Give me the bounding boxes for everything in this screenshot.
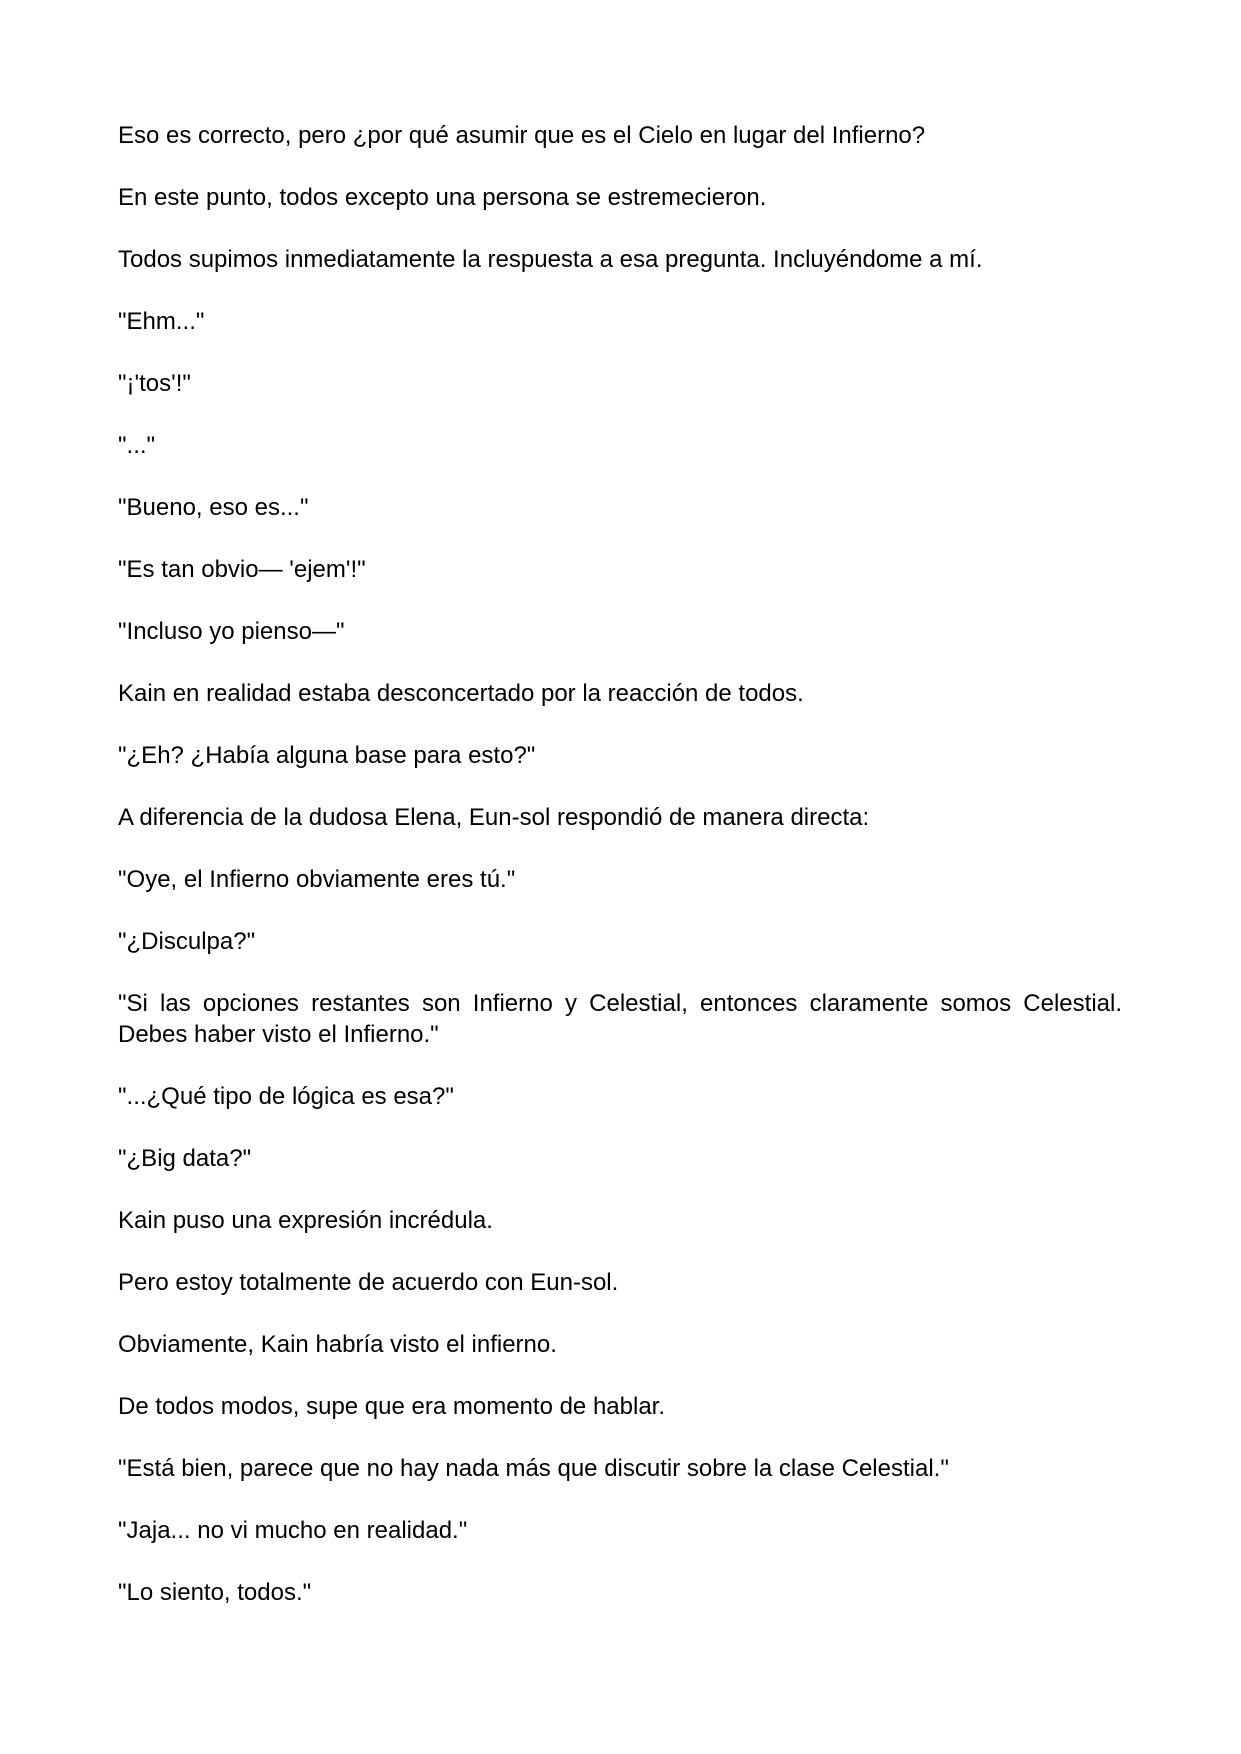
paragraph: "Bueno, eso es..." [118,494,309,521]
paragraph: Todos supimos inmediatamente la respuesta a esa pregunta. Incluyéndome a mí. [118,246,983,273]
paragraph: En este punto, todos excepto una persona se estremecieron. [118,184,767,211]
paragraph: Kain puso una expresión incrédula. [118,1207,493,1234]
paragraph: "¿Eh? ¿Había alguna base para esto?" [118,742,536,769]
paragraph: "¿Disculpa?" [118,928,256,955]
paragraph: "Lo siento, todos." [118,1579,312,1606]
paragraph: "Está bien, parece que no hay nada más que discutir sobre la clase Celestial." [118,1455,949,1482]
paragraph: "..." [118,432,156,459]
paragraph: "Es tan obvio— 'ejem'!" [118,556,366,583]
paragraph: A diferencia de la dudosa Elena, Eun-sol respondió de manera directa: [118,804,870,831]
document-body [118,120,1122,1639]
paragraph: "...¿Qué tipo de lógica es esa?" [118,1083,454,1110]
paragraph: Pero estoy totalmente de acuerdo con Eun-sol. [118,1269,619,1296]
paragraph: Eso es correcto, pero ¿por qué asumir que es el Cielo en lugar del Infierno? [118,122,926,149]
paragraph: "Incluso yo pienso—" [118,618,345,645]
paragraph: Kain en realidad estaba desconcertado por la reacción de todos. [118,680,804,707]
paragraph: "Ehm..." [118,308,205,335]
paragraph: "Jaja... no vi mucho en realidad." [118,1517,468,1544]
paragraph: "Oye, el Infierno obviamente eres tú." [118,866,516,893]
paragraph: "¡'tos'!" [118,370,191,397]
paragraph: De todos modos, supe que era momento de hablar. [118,1393,666,1420]
paragraph: Obviamente, Kain habría visto el infierno. [118,1331,557,1358]
paragraph: "¿Big data?" [118,1145,252,1172]
paragraph: "Si las opciones restantes son Infierno y Celestial, entonces claramente somos Celestial. Debes haber visto el Infierno." [118,990,1122,1048]
